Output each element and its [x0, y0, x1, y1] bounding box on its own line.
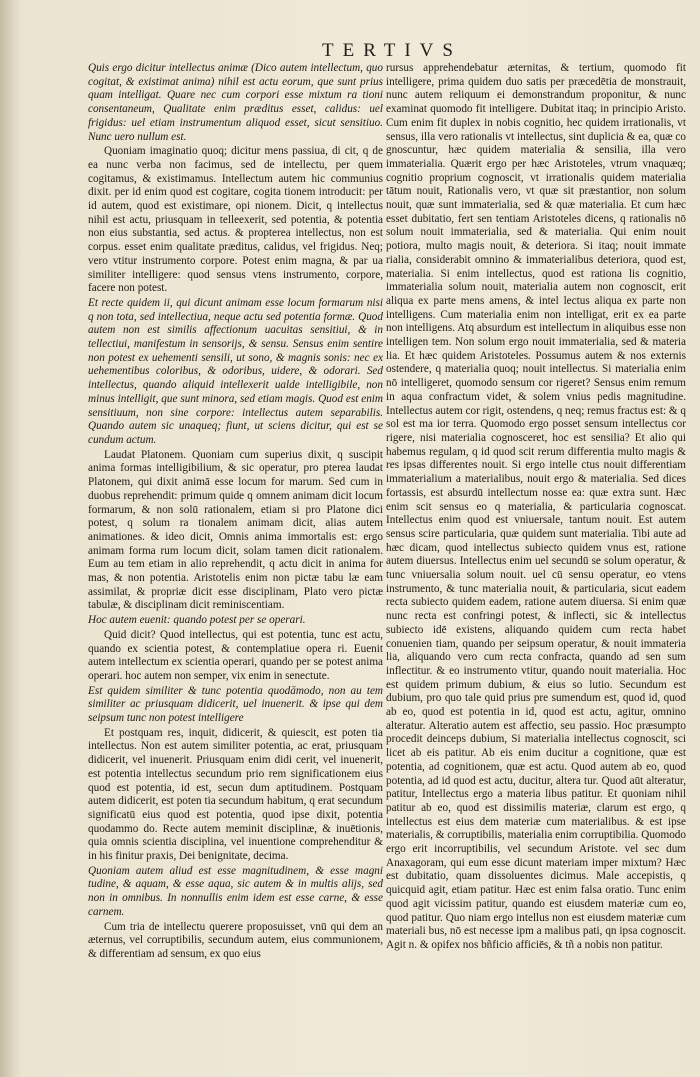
- lemma-paragraph: Hoc autem euenit: quando potest per se operari.: [88, 614, 306, 627]
- commentary-paragraph: Et postquam res, inquit, didicerit, & quiescit, est poten tia intellectus. Non est autem similiter potentia, ac erat, priusquam didicerit, vel inuenerit. Priusquam enim didi cerit, vel inuenerit, est potentia intellectus secundum prio rem significationem eius quod est potentia, id est, secun dum aptitudinem. Postquam autem didicerit, est poten tia secundum habitum, q erat secundum significatū eius quod est potentia, quod ipse dixit, potentia quodammo do. Recte autem meminit disciplinæ, & inuētionis, quia omnis scientia disciplina, vel inuentione comprehenditur & in his finitur praxis, Dei benignitate, decima.: [88, 726, 383, 863]
- running-head: TERTIVS: [322, 40, 462, 61]
- lemma-paragraph: Quis ergo dicitur intellectus animæ (Dico autem intellectum, quo cogitat, & existimat anima) nihil est actu eorum, que sunt prius quam intelligat. Quare nec cum corpori esse mixtum ra tioni consentaneum, Qualitate enim præditus esset, calidus: uel frigidus: uel etiam instrumentum aliquod esset, sicut sensitiuo. Nunc uero nullum est.: [88, 62, 383, 143]
- gutter-shadow: [0, 0, 22, 1077]
- right-column: [386, 62, 686, 954]
- commentary-paragraph: Quid dicit? Quod intellectus, qui est potentia, tunc est actu, quando ex scientia potest, & contemplatiue opera ri. Euenit autem intellectum ex scientia operari, quando per se potest anima operari. hoc autem non semper, vix enim in senectute.: [88, 628, 383, 682]
- lemma-paragraph: Et recte quidem ii, qui dicunt animam esse locum formarum nisi q non tota, sed intellectiua, neque actu sed potentia formæ. Quod autem non est similis affectionum uacuitas sensitiui, & in tellectiui, manifestum in sensorijs, & sensu. Sensus enim sentire non potest ex uehementi sensili, ut sono, & magnis sonis: nec ex uehementibus coloribus, & odoribus, uidere, & odorari. Sed intellectus, quando aliquid intellexerit ualde intelligibile, non minus intelligit, que sunt minora, sed etiam magis. Quod est enim sensitiuum, non sine corpore: intellectus autem separabilis. Quando autem sic unaqueq; fiunt, ut sciens dicitur, qui est se cundum actum.: [88, 296, 383, 446]
- commentary-paragraph: rursus apprehendebatur æternitas, & tertium, quomodo fit intelligere, prima quidem duo satis per præcedētia de monstrauit, nunc autem reliquum ei demonstrandum proponitur, & nunc examinat quomodo fit intelligere. Dubitat itaq; in principio Aristo. Cum enim fit duplex in nobis cognitio, hec quidem irrationalis, vt sensus, illa vero rationalis vt intellectus, sint duplicia & ea, quæ co gnoscuntur, hæc quidem materialia & sensilia, illa vero immaterialia. Quærit ergo per hæc Aristoteles, vtrum vnaquæq; cognitio proprium cognoscit, vt irrationalis quidem materialia tātum nouit, Rationalis vero, vt quæ sit præstantior, non solum nouit, quæ sunt immaterialia, sed & quæ materialia. Et cum hæc esset dubitatio, fert sen tentiam Aristoteles dicens, q rationalis nō solum nouit immaterialia, sed & materialia. Qui enim nouit potiora, multo magis nouit, & deteriora. Si itaq; nouit immate rialia, considerabit omnino & immaterialibus deteriora, quod est, materialia. Si enim intellectus, quod est rationa lis cognitio, immaterialia solum nouit, materialia autem non cognoscit, erit aliqua ex parte mens amens, & intel lectus aliqua ex parte non intelligens. Cum materialia enim non intelligat, erit ex ea parte non intelligens. Atq absurdum est intellectum in aliquibus esse non intelligen tem. Non solum ergo nouit immaterialia, sed & materia lia. Et hæc quidem Aristoteles. Possumus autem & nos externis ostendere, q materialia quoq; nouit intellectus. Si materialia enim nō intelligeret, quomodo sensum cor rigeret? Sensus enim remum in aqua confractum videt, & solem vnius pedis magnitudine. Intellectus autem cor rigit, ostendens, q neq; remus fractus est: & q sol est ma ior terra. Quomodo ergo posset sensum intellectus cor rigere, nisi materialia cognosceret, hoc est sensilia? Et alio qui habemus regulam, q id quod scit rerum differentia multo magis & res ipsas differentes nouit. Si ergo intelle ctus nouit differentiam immaterialium a materialibus, nouit ergo & materialia. Sed dices fortassis, est absurdū intellectum nosse ea: quæ extra sunt. Hæc enim scit sensus eo q materialia, & particularia cognoscat. Intellectus enim quod est vniuersale, tantum nouit. Est autem sensus scire particularia, quæ quidem sunt materialia. Tibi aute ad hæc dicam, quod intellectus subiecto quidem vnus est, ratione autem diuersus. Intellectus enim uel secundū se solum operatur, & tunc vniuersalia solum nouit. uel cū sensu operatur, eo vtens instrumento, & tunc materialia nouit, & particularia, sicut eadem recta subiecto quidem eadem, ratione autem diuersa. Si enim quæ nunc recta est confringi potest, & inflecti, sic & intellectus subiecto idē existens, aliquando quidem cum recta habet conuenien tiam, quando per seipsum operatur, & nouit immateria lia, aliquando vero cum recta confracta, quando ad sen sum inflectitur. & eo instrumento vtitur, quando nouit materialia. Hoc est quidem primum dubium, & eius so lutio. Secundum est dubium, pro quo tale quid prius pre sumendum est, quod id, quod ab eo, quod est potentia in id, quod est actu, agitur, omnino alteratur. Alteratio autem est affectio, seu passio. Hoc præsumpto procedit deinceps dubium, Si materialia intellectus cognoscit, sci licet ab eis patitur. Ab eis enim ducitur a cognitione, quæ est potentia, ad cognitionem, quæ est actu. Quod autem ab eo, quod potentia, ad id quod est actu, ducitur, altera tur. Quod aūt alteratur, patitur, Intellectus ergo a materia libus patitur. Et quoniam nihil patitur ab eo, quod est dissimilis materiæ, clarum est ergo, q intellectus est eius dem materiæ cum materialibus. & est ipse materialis, & corruptibilis, materialia enim corruptibilia. Quomodo ergo erit incorruptibilis, vel secundum Aristote. vel sec dum Anaxagoram, qui eum esse dicunt materiam imper mixtum? Hæc est dubitatio, quam dissoluentes dicimus. Male accepistis, q quicquid agit, etiam patitur. Hæc est enim falsa oratio. Tunc enim quod agit vicissim patitur, quando est eiusdem materiæ cum eo, quod patitur. Quo niam ergo intellus non est eiusdem materiæ cum materiali bus, nō est necesse ipm a malibus pati, qn ipsa cognoscit. Agit n. & opifex nos bñficio afficiēs, & tñ a nobis non patitur.: [386, 62, 686, 951]
- commentary-paragraph: Laudat Platonem. Quoniam cum superius dixit, q suscipit anima formas intelligibilium, & sic operatur, pro pterea laudat Platonem, qui dixit animā esse locum for marum. Sed cum in duobus reprehendit: primum quide q omnem animam dicit locum formarum, & non solū rationalem, etiam si pro Platone dici potest, q solum ra tionalem animam dicit, alias autem animationes. & ideo dicit, Omnis anima immortalis est: ergo animam forma rum locum dicit, solam tamen dicit rationalem. Eum au tem etiam in alio reprehendit, q actu dicit in anima for mas, & non potentia. Aristotelis enim non pictæ tabu læ eam assimilat, & propriæ dicit esse disciplinam, Plato vero pictæ tabulæ, & disciplinam dicit reminiscentiam.: [88, 448, 383, 612]
- lemma-paragraph: Quoniam autem aliud est esse magnitudinem, & esse magni tudine, & aquam, & esse aqua, sic autem & in multis alijs, sed non in omnibus. In nonnullis enim idem est esse carne, & esse carnem.: [88, 864, 383, 918]
- commentary-paragraph: Cum tria de intellectu querere proposuisset, vnū qui dem an æternus, vel corruptibilis, secundum autem, eius communionem, & differentiam ad sensum, ex quo eius: [88, 920, 383, 960]
- left-column: [88, 62, 383, 963]
- lemma-paragraph: Est quidem similiter & tunc potentia quodāmodo, non au tem similiter ac priusquam didicerit, uel inuenerit. & ipse qui dem seipsum tunc non potest intelligere: [88, 684, 383, 725]
- commentary-paragraph: Quoniam imaginatio quoq; dicitur mens passiua, di cit, q de ea nunc verba non facimus, sed de intellectu, per quem cogitamus, & existimamus. Intellectum autem hic communius dixit. per id enim quod est cogitare, cogita tionem introducit: per id autem, quod est existimare, opi nionem. Dicit, q intellectus nihil est actu, priusquam in telleexerit, sed potentia, & potentia non eius substantia, sed actus. & propterea intellectus, non est corpus. esset enim qualitate præditus, calidus, vel frigidus. Neq; vero vtitur instrumento corpore. Potest enim magna, & par ua similiter intelligere: quod sensus vtens instrumento, corpore, facere non potest.: [88, 145, 383, 295]
